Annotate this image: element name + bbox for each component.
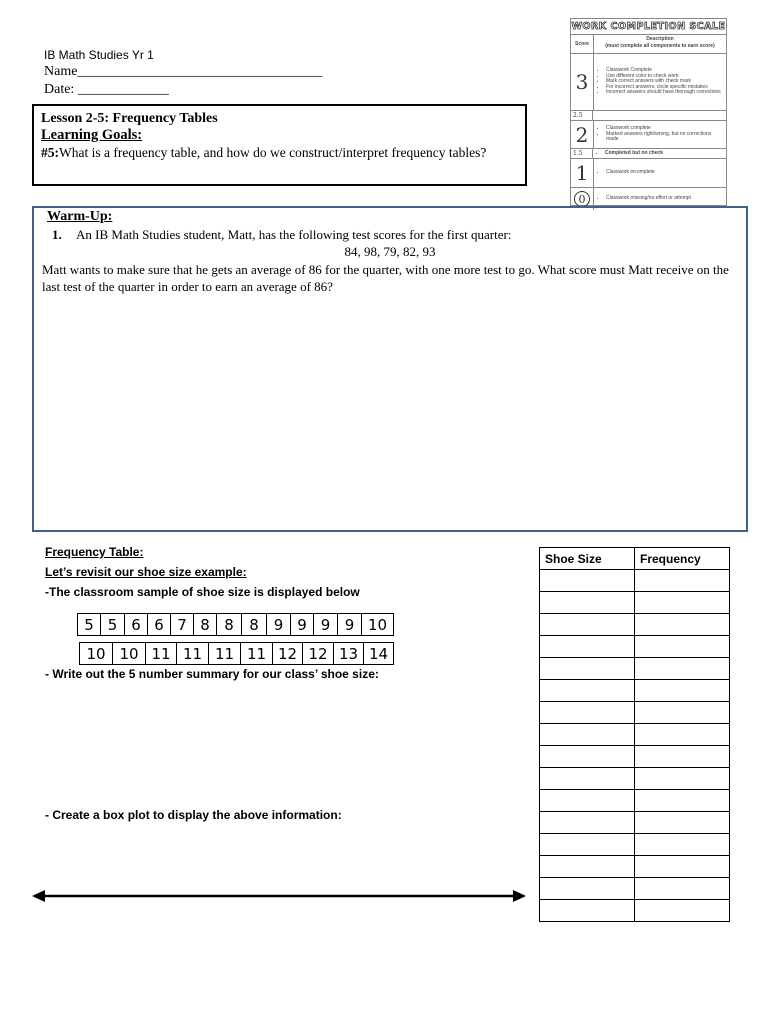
shoe-size-cell-input[interactable] xyxy=(540,878,635,900)
shoe-size-cell-input[interactable] xyxy=(540,680,635,702)
shoe-size-cell: 8 xyxy=(242,613,267,636)
scale-item: • Mark correct answers with check mark xyxy=(606,79,724,84)
table-row xyxy=(540,636,730,658)
question-text: An IB Math Studies student, Matt, has the following test scores for the first quarter: xyxy=(76,226,512,242)
table-row xyxy=(540,570,730,592)
table-row xyxy=(540,724,730,746)
scale-score: 1.5 xyxy=(571,149,593,158)
scale-item: • Classwork complete xyxy=(606,126,724,131)
shoe-size-cell: 10 xyxy=(113,642,146,665)
shoe-size-cell: 9 xyxy=(314,613,338,636)
frequency-cell-input[interactable] xyxy=(635,614,730,636)
table-row xyxy=(540,856,730,878)
scale-score: 0 xyxy=(574,191,590,207)
scale-row-1-5 xyxy=(571,149,726,159)
shoe-size-row-2 xyxy=(79,642,394,665)
shoe-size-cell-input[interactable] xyxy=(540,790,635,812)
table-row xyxy=(540,878,730,900)
shoe-size-cell-input[interactable] xyxy=(540,834,635,856)
frequency-cell-input[interactable] xyxy=(635,592,730,614)
course-title: IB Math Studies Yr 1 xyxy=(44,48,154,62)
shoe-size-header: Shoe Size xyxy=(540,548,635,570)
shoe-size-cell: 5 xyxy=(101,613,125,636)
shoe-size-cell: 6 xyxy=(148,613,171,636)
shoe-size-cell-input[interactable] xyxy=(540,746,635,768)
shoe-size-cell: 12 xyxy=(273,642,303,665)
shoe-size-cell-input[interactable] xyxy=(540,658,635,680)
shoe-size-cell: 9 xyxy=(267,613,291,636)
shoe-size-cell: 10 xyxy=(362,613,394,636)
box-plot-prompt: - Create a box plot to display the above information: xyxy=(45,808,342,822)
shoe-size-cell: 11 xyxy=(177,642,209,665)
scale-score-header: Score xyxy=(571,35,594,53)
frequency-description: -The classroom sample of shoe size is displayed below xyxy=(45,585,360,599)
frequency-heading: Frequency Table: xyxy=(45,545,144,559)
frequency-cell-input[interactable] xyxy=(635,680,730,702)
scale-title: WORK COMPLETION SCALE xyxy=(571,19,726,35)
question-text-2: Matt wants to make sure that he gets an average of 86 for the quarter, with one more test to go. What score must Matt receive on the last test of the quarter in order to earn an average of 86? xyxy=(42,261,729,294)
shoe-size-cell-input[interactable] xyxy=(540,856,635,878)
five-number-summary-prompt: - Write out the 5 number summary for our class’ shoe size: xyxy=(45,667,379,681)
table-row xyxy=(540,900,730,922)
scale-item: • Classwork incomplete xyxy=(606,170,724,175)
table-row xyxy=(540,614,730,636)
frequency-header: Frequency xyxy=(635,548,730,570)
scale-desc-note: (must complete all components to earn score) xyxy=(605,43,715,49)
shoe-size-cell: 11 xyxy=(241,642,273,665)
lesson-box xyxy=(32,104,527,186)
frequency-cell-input[interactable] xyxy=(635,636,730,658)
shoe-size-cell-input[interactable] xyxy=(540,900,635,922)
learning-goal xyxy=(41,144,518,161)
shoe-size-cell: 10 xyxy=(79,642,113,665)
scale-item: • For incorrect answers, circle specific mistakes xyxy=(606,85,724,90)
shoe-size-cell: 8 xyxy=(217,613,242,636)
scale-score: 3 xyxy=(571,54,594,110)
shoe-size-cell: 7 xyxy=(171,613,194,636)
date-field[interactable]: Date: _____________ xyxy=(44,82,169,97)
shoe-size-cell: 12 xyxy=(303,642,334,665)
table-row xyxy=(540,834,730,856)
work-completion-scale xyxy=(570,18,727,206)
scale-score: 1 xyxy=(571,159,594,187)
question-1 xyxy=(52,226,738,244)
test-scores: 84, 98, 79, 82, 93 xyxy=(344,244,436,259)
scale-row-3 xyxy=(571,54,726,111)
shoe-size-cell: 9 xyxy=(291,613,314,636)
warm-up-box xyxy=(32,206,748,532)
frequency-cell-input[interactable] xyxy=(635,812,730,834)
frequency-table xyxy=(539,547,730,922)
arrow-head-right xyxy=(513,890,526,902)
table-row xyxy=(540,746,730,768)
shoe-size-cell-input[interactable] xyxy=(540,724,635,746)
scale-row-1 xyxy=(571,159,726,188)
scale-row-2-5 xyxy=(571,111,726,121)
frequency-cell-input[interactable] xyxy=(635,900,730,922)
shoe-size-cell-input[interactable] xyxy=(540,614,635,636)
scale-item: • Classwork missing/no effort or attempt xyxy=(606,196,724,201)
shoe-size-cell: 11 xyxy=(209,642,241,665)
frequency-cell-input[interactable] xyxy=(635,834,730,856)
shoe-size-cell: 9 xyxy=(338,613,362,636)
scale-item: • Classwork Complete xyxy=(606,68,724,73)
frequency-cell-input[interactable] xyxy=(635,856,730,878)
frequency-cell-input[interactable] xyxy=(635,790,730,812)
shoe-size-cell-input[interactable] xyxy=(540,636,635,658)
scale-score: 2.5 xyxy=(571,111,593,120)
goal-text: What is a frequency table, and how do we construct/interpret frequency tables? xyxy=(59,145,487,160)
question-number: 1. xyxy=(52,226,62,242)
frequency-cell-input[interactable] xyxy=(635,768,730,790)
shoe-size-cell-input[interactable] xyxy=(540,702,635,724)
shoe-size-cell: 13 xyxy=(334,642,364,665)
shoe-size-cell-input[interactable] xyxy=(540,570,635,592)
table-header-row xyxy=(540,548,730,570)
table-row xyxy=(540,768,730,790)
shoe-size-cell-input[interactable] xyxy=(540,812,635,834)
table-row xyxy=(540,790,730,812)
shoe-size-cell-input[interactable] xyxy=(540,768,635,790)
table-row xyxy=(540,592,730,614)
shoe-size-cell: 8 xyxy=(194,613,217,636)
frequency-cell-input[interactable] xyxy=(635,570,730,592)
scale-item: • Completed but no check xyxy=(605,151,724,156)
table-row xyxy=(540,702,730,724)
shoe-size-cell-input[interactable] xyxy=(540,592,635,614)
name-field[interactable]: Name___________________________________ xyxy=(44,64,323,79)
scale-item: • Incorrect answers should have thorough corrections xyxy=(606,90,724,95)
scale-item: • Marked answers right/wrong, but no corrections made xyxy=(606,132,724,143)
table-row xyxy=(540,658,730,680)
frequency-cell-input[interactable] xyxy=(635,658,730,680)
number-line-arrow xyxy=(30,885,530,907)
table-row xyxy=(540,812,730,834)
frequency-subheading: Let’s revisit our shoe size example: xyxy=(45,565,247,579)
shoe-size-cell: 14 xyxy=(364,642,394,665)
learning-goals-label: Learning Goals: xyxy=(41,127,143,143)
frequency-cell-input[interactable] xyxy=(635,746,730,768)
shoe-size-cell: 6 xyxy=(125,613,148,636)
shoe-size-row-1 xyxy=(77,613,394,636)
table-row xyxy=(540,680,730,702)
scale-desc-header: Description xyxy=(646,36,674,42)
goal-number: #5: xyxy=(41,145,59,160)
scale-score: 2 xyxy=(571,121,594,148)
frequency-cell-input[interactable] xyxy=(635,702,730,724)
frequency-cell-input[interactable] xyxy=(635,878,730,900)
warm-up-title: Warm-Up: xyxy=(47,209,113,224)
arrow-head-left xyxy=(32,890,45,902)
shoe-size-cell: 5 xyxy=(77,613,101,636)
lesson-title: Lesson 2-5: Frequency Tables xyxy=(41,111,218,126)
scale-item: • Use different color to check work xyxy=(606,74,724,79)
frequency-cell-input[interactable] xyxy=(635,724,730,746)
shoe-size-cell: 11 xyxy=(146,642,177,665)
scale-header xyxy=(571,35,726,54)
scale-row-2 xyxy=(571,121,726,149)
